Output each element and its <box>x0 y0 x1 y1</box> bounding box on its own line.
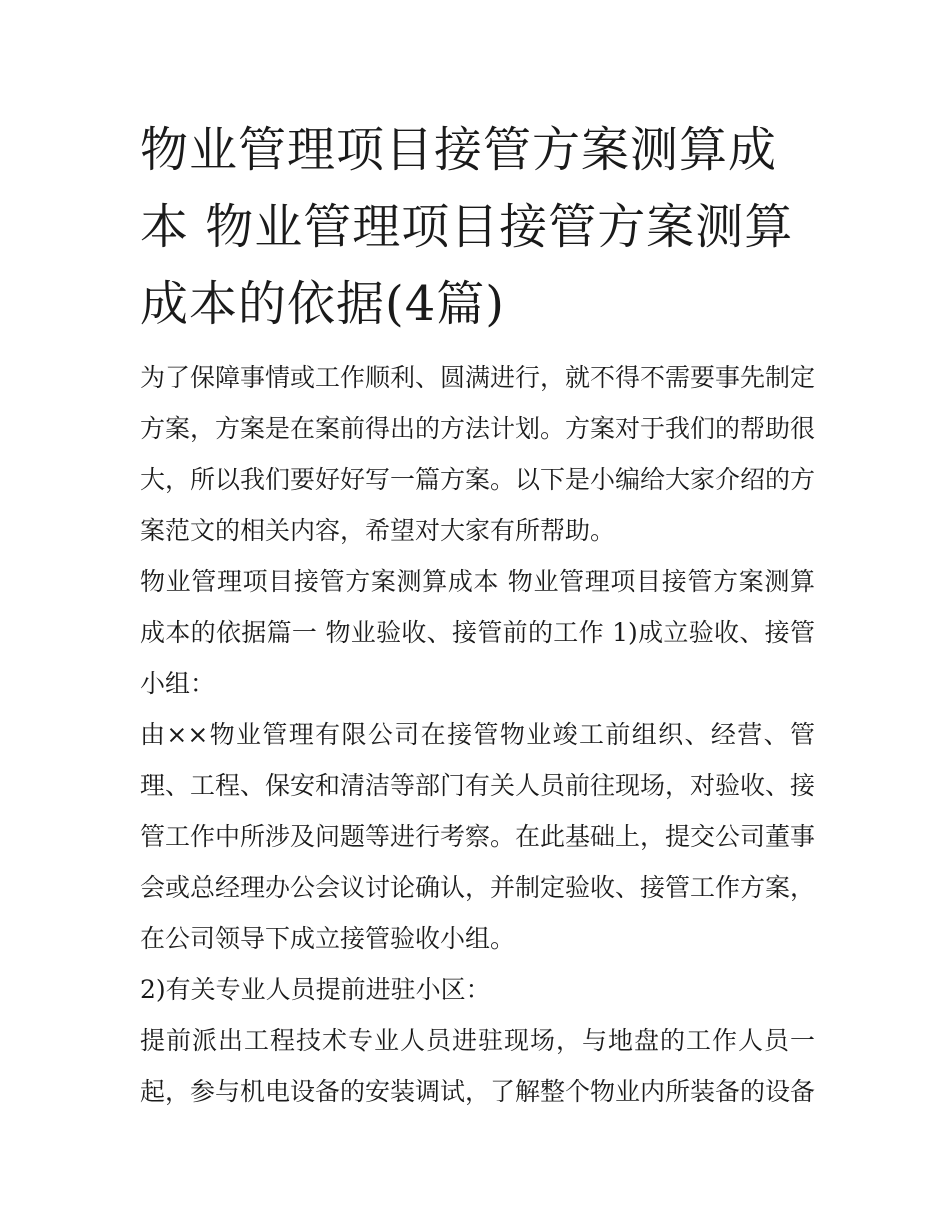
section-heading-paragraph: 物业管理项目接管方案测算成本 物业管理项目接管方案测算成本的依据篇一 物业验收、接管前的工作 1)成立验收、接管小组： <box>140 567 815 698</box>
content-paragraph: 由××物业管理有限公司在接管物业竣工前组织、经营、管理、工程、保安和清洁等部门有关人员前往现场，对验收、接管工作中所涉及问题等进行考察。在此基础上，提交公司董事会或总经理办公会议讨论确认，并制定验收、接管工作方案，在公司领导下成立接管验收小组。 <box>140 720 816 953</box>
subsection-heading: 2)有关专业人员提前进驻小区： <box>140 975 491 1004</box>
content-paragraph: 提前派出工程技术专业人员进驻现场，与地盘的工作人员一起，参与机电设备的安装调试，了解整个物业内所装备的设备 <box>140 1026 816 1106</box>
intro-paragraph: 为了保障事情或工作顺利、圆满进行，就不得不需要事先制定方案，方案是在案前得出的方法计划。方案对于我们的帮助很大，所以我们要好好写一篇方案。以下是小编给大家介绍的方案范文的相关内容，希望对大家有所帮助。 <box>140 363 816 545</box>
document-body <box>140 352 815 1117</box>
document-title: 物业管理项目接管方案测算成本 物业管理项目接管方案测算成本的依据(4篇) <box>140 122 794 332</box>
